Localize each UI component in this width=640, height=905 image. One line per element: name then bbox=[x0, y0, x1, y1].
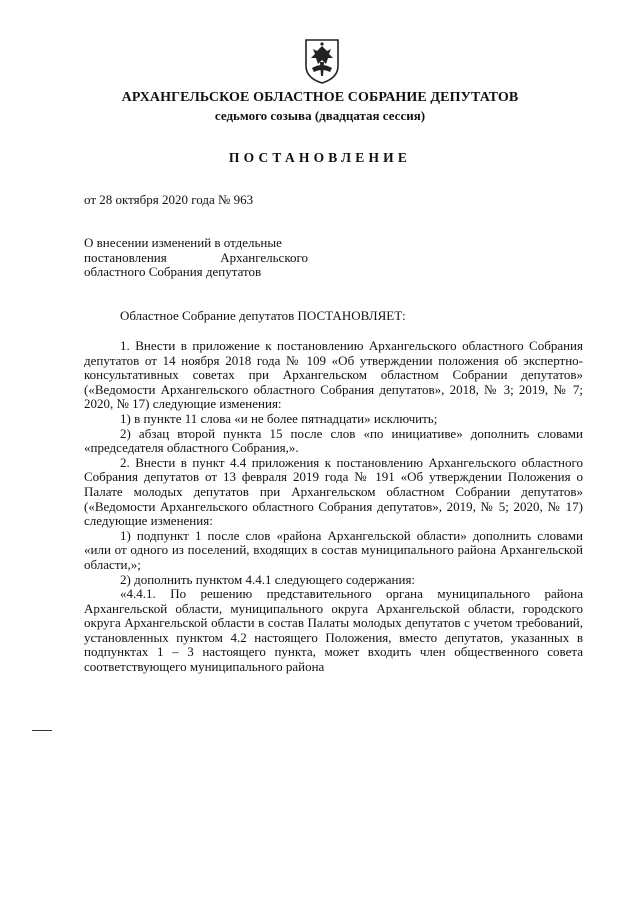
subject-line: постановления Архангельского bbox=[84, 249, 308, 265]
paragraph: «4.4.1. По решению представительного органа муниципального района Архангельской области, муниципального округа Архангельской области, городского округа Архангельской области в состав Палаты молодых депутатов с учетом требований, установленных пунктом 4.2 настоящего Положения, вместо депутатов, указанных в подпунктах 1 – 3 настоящего пункта, может входить член общественного совета соответствующего муниципального района bbox=[84, 586, 583, 675]
paragraph: 2) абзац второй пункта 15 после слов «по инициативе» дополнить словами «председателя областного Собрания,». bbox=[84, 425, 583, 456]
paragraph: 2. Внести в пункт 4.4 приложения к постановлению Архангельского областного Собрания депутатов от 13 февраля 2019 года № 191 «Об утверждении Положения о Палате молодых депутатов при Архангельском областном Собрании депутатов» («Ведомости Архангельского областного Собрания депутатов», 2019, № 5; 2020, № 17) следующие изменения: bbox=[84, 454, 583, 529]
subject-line: О внесении изменений в отдельные bbox=[84, 235, 282, 250]
paragraph: 1. Внести в приложение к постановлению Архангельского областного Собрания депутатов от 14 ноября 2018 года № 109 «Об утверждении положения об экспертно-консультативных советах при Архангельском областном Собрании депутатов» («Ведомости Архангельского областного Собрания депутатов», 2018, № 3; 2019, № 7; 2020, № 17) следующие изменения: bbox=[84, 338, 583, 412]
subject bbox=[84, 236, 308, 280]
resolves-line: Областное Собрание депутатов ПОСТАНОВЛЯЕТ: bbox=[120, 308, 406, 323]
document-type: ПОСТАНОВЛЕНИЕ bbox=[228, 150, 412, 165]
document-body bbox=[84, 339, 583, 675]
subject-line: областного Собрания депутатов bbox=[84, 264, 262, 279]
convocation: седьмого созыва (двадцатая сессия) bbox=[214, 108, 426, 123]
date-number: от 28 октября 2020 года № 963 bbox=[84, 192, 254, 207]
paragraph: 1) подпункт 1 после слов «района Архангельской области» дополнить словами «или от одного из поселений, входящих в состав муниципального района Архангельской области,»; bbox=[84, 527, 583, 572]
organization-name: АРХАНГЕЛЬСКОЕ ОБЛАСТНОЕ СОБРАНИЕ ДЕПУТАТОВ bbox=[121, 90, 519, 105]
paragraph: 1) в пункте 11 слова «и не более пятнадцати» исключить; bbox=[120, 410, 438, 426]
margin-mark bbox=[32, 730, 52, 731]
coat-of-arms-icon bbox=[303, 38, 341, 84]
paragraph: 2) дополнить пунктом 4.4.1 следующего содержания: bbox=[120, 571, 416, 587]
